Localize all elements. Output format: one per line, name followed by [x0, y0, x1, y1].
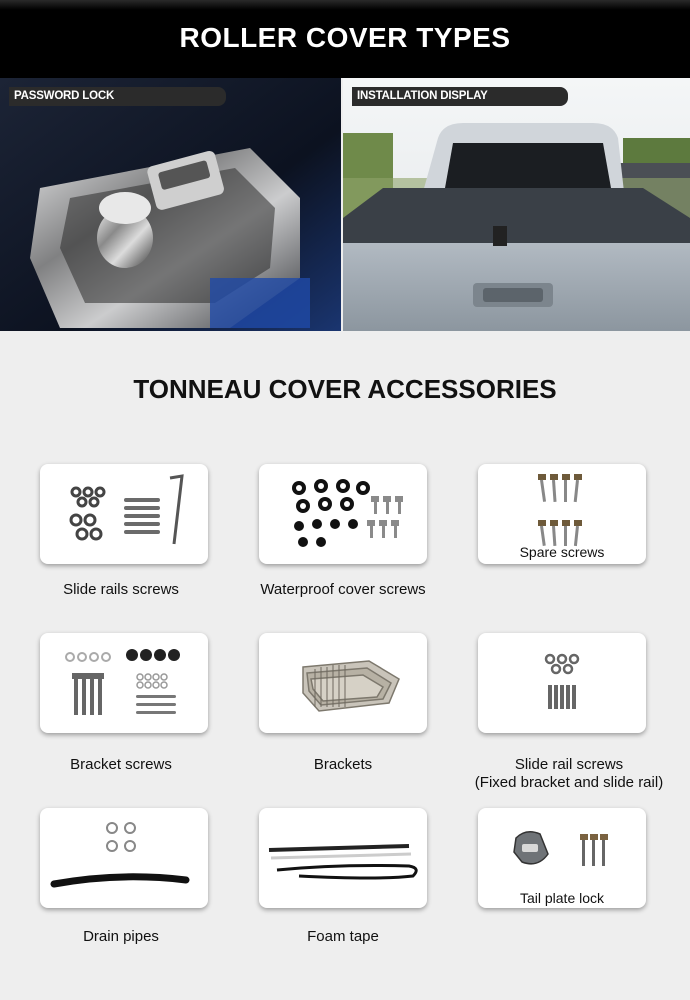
drain-pipes-tile: [40, 808, 208, 908]
bracket-screws-caption: Bracket screws: [70, 756, 172, 773]
bracket-screws-tile: [40, 633, 208, 733]
foam-strips-icon: [259, 808, 427, 908]
drain-pipes-caption: Drain pipes: [83, 928, 159, 945]
waterproof-cover-screws-tile: [259, 464, 427, 564]
installation-display-photo: [343, 78, 690, 331]
installation-display-label: INSTALLATION DISPLAY: [352, 87, 568, 106]
slide-rail-screws-caption-line2: (Fixed bracket and slide rail): [474, 774, 664, 791]
slide-rails-screws-caption: Slide rails screws: [63, 581, 179, 598]
brackets-tile: [259, 633, 427, 733]
spare-screws-label: Spare screws: [519, 544, 605, 560]
brackets-caption: Brackets: [313, 756, 373, 773]
page-title: ROLLER COVER TYPES: [179, 22, 511, 53]
waterproof-cover-screws-caption: Waterproof cover screws: [260, 581, 426, 598]
password-lock-photo: [0, 78, 341, 331]
nuts-and-bolts-icon: [478, 633, 646, 733]
truck-installation-image: [343, 78, 690, 331]
slide-rail-screws-tile: [478, 633, 646, 733]
spare-screws-tile: [478, 464, 646, 564]
accessories-title: TONNEAU COVER ACCESSORIES: [133, 374, 557, 404]
washers-and-bolts-icon: [259, 464, 427, 564]
metal-brackets-icon: [259, 633, 427, 733]
tail-plate-lock-label: Tail plate lock: [519, 890, 605, 906]
foam-tape-tile: [259, 808, 427, 908]
password-lock-image: [0, 78, 341, 331]
slide-rail-screws-caption-line1: Slide rail screws: [514, 756, 624, 773]
foam-tape-caption: Foam tape: [307, 928, 379, 945]
password-lock-label: PASSWORD LOCK: [9, 87, 226, 106]
bolts-and-nuts-icon: [40, 633, 208, 733]
slide-rails-screws-tile: [40, 464, 208, 564]
header-banner: [0, 0, 690, 78]
screws-and-key-icon: [40, 464, 208, 564]
tail-plate-lock-tile: [478, 808, 646, 908]
hose-and-clamps-icon: [40, 808, 208, 908]
slide-rail-screws-caption: [449, 756, 689, 792]
